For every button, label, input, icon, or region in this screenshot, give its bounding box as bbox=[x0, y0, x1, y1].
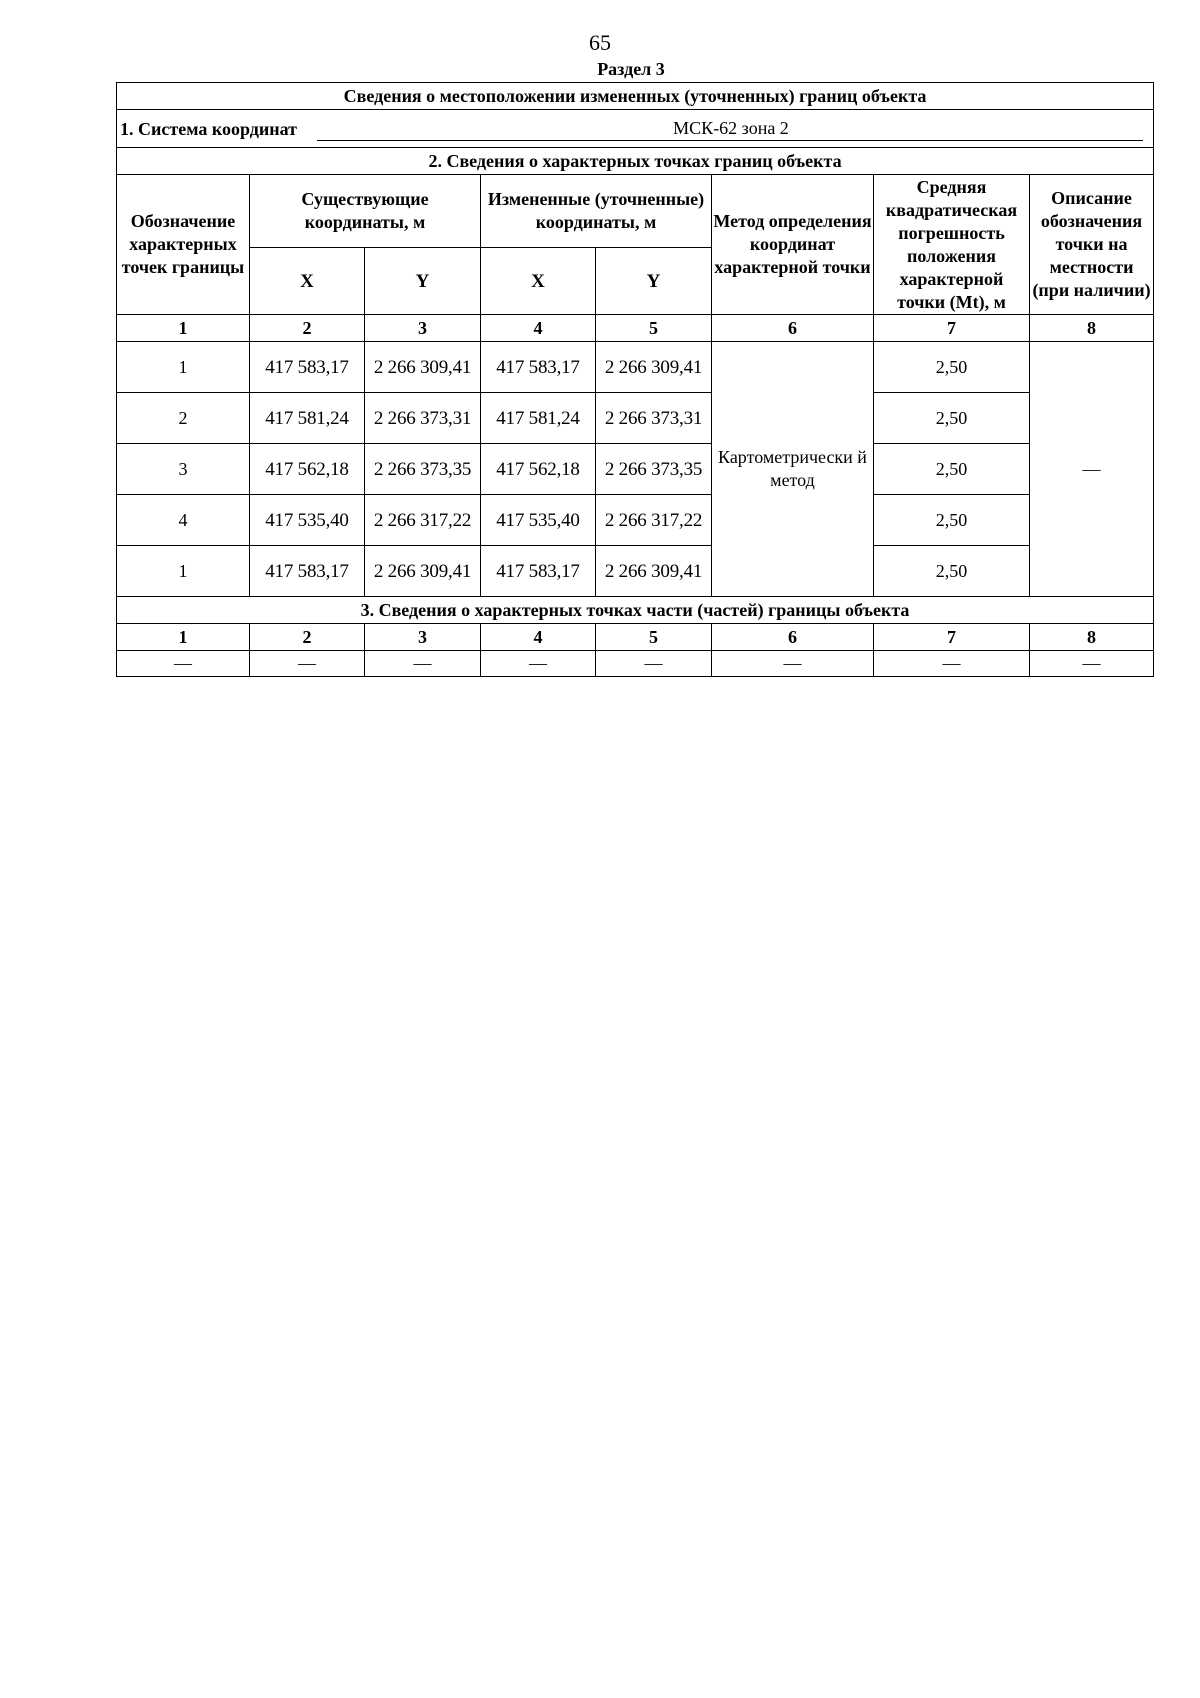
section3-title: 3. Сведения о характерных точках части (частей) границы объекта bbox=[117, 597, 1154, 624]
section-label: Раздел 3 bbox=[597, 59, 665, 79]
table-row bbox=[117, 342, 1154, 393]
cell-changed-x: 417 581,24 bbox=[481, 393, 596, 444]
cell-existing-x: 417 583,17 bbox=[250, 546, 365, 597]
coord-system-cell bbox=[117, 110, 1154, 148]
cell-existing-x: 417 583,17 bbox=[250, 342, 365, 393]
cell-existing-y: 2 266 309,41 bbox=[365, 546, 481, 597]
cell-existing-x: 417 562,18 bbox=[250, 444, 365, 495]
column-number: 2 bbox=[250, 315, 365, 342]
cell-existing-x: 417 535,40 bbox=[250, 495, 365, 546]
cell-existing-y: 2 266 373,31 bbox=[365, 393, 481, 444]
coord-system-value: МСК-62 зона 2 bbox=[317, 117, 1143, 141]
cell-changed-x: 417 583,17 bbox=[481, 342, 596, 393]
cell-changed-x: 417 562,18 bbox=[481, 444, 596, 495]
section3-cell: — bbox=[1030, 651, 1154, 677]
header-point-designation: Обозначение характерных точек границы bbox=[117, 175, 250, 315]
column-number: 5 bbox=[596, 624, 712, 651]
section3-cell: — bbox=[712, 651, 874, 677]
cell-accuracy: 2,50 bbox=[874, 495, 1030, 546]
cell-changed-y: 2 266 309,41 bbox=[596, 342, 712, 393]
cell-point: 2 bbox=[117, 393, 250, 444]
cell-changed-y: 2 266 317,22 bbox=[596, 495, 712, 546]
cell-method: Картометрически й метод bbox=[712, 342, 874, 597]
column-number: 4 bbox=[481, 315, 596, 342]
section3-cell: — bbox=[117, 651, 250, 677]
column-number: 1 bbox=[117, 624, 250, 651]
column-number: 2 bbox=[250, 624, 365, 651]
table-row bbox=[117, 546, 1154, 597]
header-description: Описание обозначения точки на местности (при наличии) bbox=[1030, 175, 1154, 315]
cell-description: — bbox=[1030, 342, 1154, 597]
section3-cell: — bbox=[365, 651, 481, 677]
cell-accuracy: 2,50 bbox=[874, 546, 1030, 597]
cell-point: 4 bbox=[117, 495, 250, 546]
section3-cell: — bbox=[874, 651, 1030, 677]
cell-existing-y: 2 266 373,35 bbox=[365, 444, 481, 495]
cell-changed-y: 2 266 373,31 bbox=[596, 393, 712, 444]
column-number: 8 bbox=[1030, 315, 1154, 342]
column-number: 7 bbox=[874, 315, 1030, 342]
header-changed-coords: Измененные (уточненные) координаты, м bbox=[481, 175, 712, 248]
cell-point: 3 bbox=[117, 444, 250, 495]
column-number: 5 bbox=[596, 315, 712, 342]
cell-accuracy: 2,50 bbox=[874, 444, 1030, 495]
header-changed-x: X bbox=[481, 248, 596, 315]
cell-changed-y: 2 266 373,35 bbox=[596, 444, 712, 495]
column-number: 3 bbox=[365, 315, 481, 342]
page-number: 65 bbox=[589, 30, 611, 55]
section3-cell: — bbox=[250, 651, 365, 677]
column-number: 3 bbox=[365, 624, 481, 651]
column-number: 6 bbox=[712, 624, 874, 651]
column-number: 6 bbox=[712, 315, 874, 342]
cell-point: 1 bbox=[117, 546, 250, 597]
cell-existing-x: 417 581,24 bbox=[250, 393, 365, 444]
cell-existing-y: 2 266 317,22 bbox=[365, 495, 481, 546]
header-existing-coords: Существующие координаты, м bbox=[250, 175, 481, 248]
cell-changed-x: 417 535,40 bbox=[481, 495, 596, 546]
boundary-table bbox=[116, 82, 1154, 677]
section3-cell: — bbox=[481, 651, 596, 677]
header-method: Метод определения координат характерной точки bbox=[712, 175, 874, 315]
table-row bbox=[117, 393, 1154, 444]
section3-numbers-row bbox=[117, 624, 1154, 651]
header-existing-y: Y bbox=[365, 248, 481, 315]
table-title: Сведения о местоположении измененных (уточненных) границ объекта bbox=[117, 83, 1154, 110]
column-number: 7 bbox=[874, 624, 1030, 651]
column-number: 1 bbox=[117, 315, 250, 342]
coord-system-label: 1. Система координат bbox=[120, 118, 297, 139]
cell-existing-y: 2 266 309,41 bbox=[365, 342, 481, 393]
section3-cell: — bbox=[596, 651, 712, 677]
header-accuracy: Средняя квадратическая погрешность положения характерной точки (Mt), м bbox=[874, 175, 1030, 315]
header-changed-y: Y bbox=[596, 248, 712, 315]
section2-title: 2. Сведения о характерных точках границ объекта bbox=[117, 148, 1154, 175]
cell-accuracy: 2,50 bbox=[874, 342, 1030, 393]
cell-changed-y: 2 266 309,41 bbox=[596, 546, 712, 597]
section3-empty-row bbox=[117, 651, 1154, 677]
header-existing-x: X bbox=[250, 248, 365, 315]
cell-changed-x: 417 583,17 bbox=[481, 546, 596, 597]
column-numbers-row bbox=[117, 315, 1154, 342]
column-number: 4 bbox=[481, 624, 596, 651]
table-row bbox=[117, 444, 1154, 495]
column-number: 8 bbox=[1030, 624, 1154, 651]
cell-point: 1 bbox=[117, 342, 250, 393]
table-row bbox=[117, 495, 1154, 546]
cell-accuracy: 2,50 bbox=[874, 393, 1030, 444]
